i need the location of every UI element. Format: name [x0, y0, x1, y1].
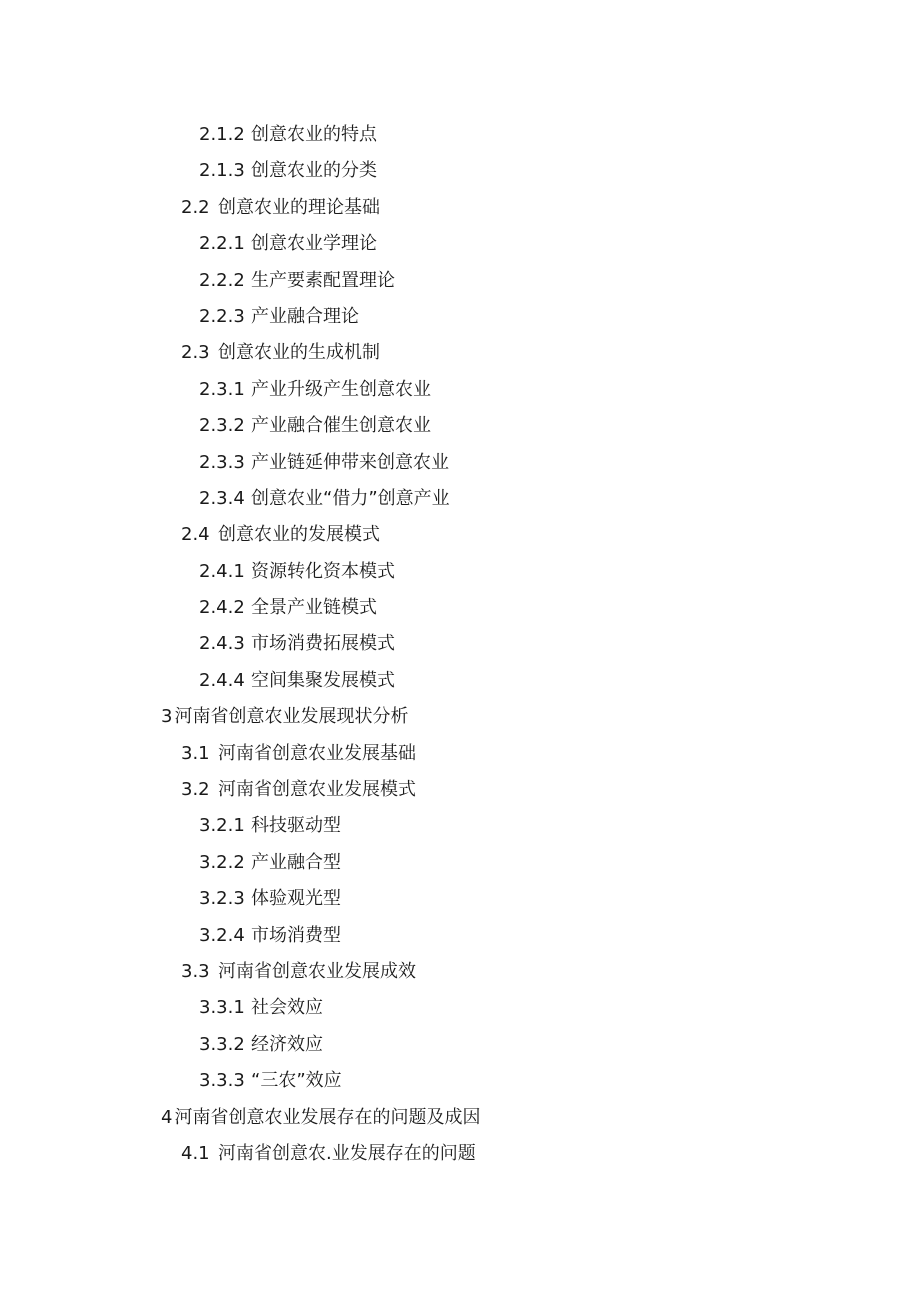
toc-entry-title: 产业融合理论 [251, 305, 359, 327]
toc-entry-level-3 [0, 881, 920, 917]
toc-entry-level-3 [0, 1027, 920, 1063]
toc-entry-title: 河南省创意农业发展基础 [218, 742, 416, 764]
toc-entry-level-2 [0, 190, 920, 226]
toc-entry-level-3 [0, 117, 920, 153]
toc-entry-title: 创意农业的生成机制 [218, 342, 380, 364]
toc-entry-number: 2.3.1 [199, 378, 245, 400]
toc-entry-number: 2.4.1 [199, 560, 245, 582]
toc-entry-title: 河南省创意农业发展现状分析 [174, 706, 409, 728]
toc-entry-title: 河南省创意农业发展成效 [218, 960, 416, 982]
toc-entry-level-3 [0, 1063, 920, 1099]
toc-entry-level-3 [0, 481, 920, 517]
toc-entry-level-3 [0, 299, 920, 335]
toc-entry-number: 3.1 [181, 742, 210, 764]
toc-entry-number: 2.2.1 [199, 233, 245, 255]
toc-entry-level-3 [0, 153, 920, 189]
toc-entry-level-3 [0, 808, 920, 844]
toc-entry-number: 2.4.4 [199, 669, 245, 691]
toc-entry-number: 3.2 [181, 779, 210, 801]
toc-entry-title: 河南省创意农业发展存在的问题及成因 [174, 1106, 481, 1128]
toc-entry-level-1 [0, 1100, 920, 1136]
toc-entry-number: 2.4 [181, 524, 210, 546]
toc-entry-title: 社会效应 [251, 997, 323, 1019]
table-of-contents [0, 117, 920, 1172]
toc-entry-level-2 [0, 736, 920, 772]
toc-entry-level-3 [0, 372, 920, 408]
toc-entry-level-3 [0, 663, 920, 699]
toc-entry-number: 2.4.3 [199, 633, 245, 655]
toc-entry-title: 河南省创意农.业发展存在的问题 [218, 1142, 476, 1164]
toc-entry-title: 产业升级产生创意农业 [251, 378, 431, 400]
toc-entry-title: 体验观光型 [251, 888, 341, 910]
toc-entry-level-3 [0, 554, 920, 590]
toc-entry-title: 创意农业的特点 [251, 124, 377, 145]
toc-entry-number: 3.2.4 [199, 924, 245, 946]
toc-entry-level-1 [0, 699, 920, 735]
toc-entry-title: 市场消费型 [251, 924, 341, 946]
toc-entry-number: 3 [161, 706, 173, 728]
toc-entry-title: 资源转化资本模式 [251, 560, 395, 582]
toc-entry-level-3 [0, 590, 920, 626]
toc-entry-level-3 [0, 263, 920, 299]
toc-entry-number: 3.2.3 [199, 888, 245, 910]
toc-entry-number: 3.3.2 [199, 1033, 245, 1055]
toc-entry-level-2 [0, 772, 920, 808]
toc-entry-number: 2.4.2 [199, 597, 245, 619]
toc-entry-title: 空间集聚发展模式 [251, 669, 395, 691]
toc-entry-number: 2.2 [181, 196, 210, 218]
toc-entry-title: 创意农业“借力”创意产业 [251, 487, 450, 509]
toc-entry-title: 产业融合催生创意农业 [251, 415, 431, 437]
toc-entry-number: 2.2.2 [199, 269, 245, 291]
toc-entry-number: 4.1 [181, 1142, 210, 1164]
toc-entry-level-3 [0, 445, 920, 481]
toc-entry-number: 3.3.1 [199, 997, 245, 1019]
toc-entry-title: 产业融合型 [251, 851, 341, 873]
toc-entry-number: 2.3 [181, 342, 210, 364]
toc-entry-title: 经济效应 [251, 1033, 323, 1055]
toc-entry-level-3 [0, 845, 920, 881]
toc-entry-title: 创意农业学理论 [251, 233, 377, 255]
toc-entry-level-2 [0, 954, 920, 990]
toc-entry-level-3 [0, 626, 920, 662]
toc-entry-title: 创意农业的发展模式 [218, 524, 380, 546]
toc-entry-number: 2.3.2 [199, 415, 245, 437]
toc-entry-title: 生产要素配置理论 [251, 269, 395, 291]
toc-entry-level-3 [0, 918, 920, 954]
toc-entry-title: “三农”效应 [251, 1070, 342, 1092]
toc-entry-number: 3.3 [181, 960, 210, 982]
toc-entry-level-3 [0, 408, 920, 444]
toc-entry-title: 市场消费拓展模式 [251, 633, 395, 655]
toc-entry-level-2 [0, 1136, 920, 1172]
toc-entry-number: 3.2.1 [199, 815, 245, 837]
toc-entry-number: 3.3.3 [199, 1070, 245, 1092]
toc-entry-title: 河南省创意农业发展模式 [218, 779, 416, 801]
toc-entry-number: 2.3.4 [199, 487, 245, 509]
toc-entry-number: 2.1.2 [199, 124, 245, 145]
toc-entry-level-3 [0, 990, 920, 1026]
toc-entry-title: 创意农业的分类 [251, 160, 377, 182]
toc-entry-title: 全景产业链模式 [251, 597, 377, 619]
toc-entry-number: 4 [161, 1106, 173, 1128]
toc-entry-number: 2.2.3 [199, 305, 245, 327]
toc-entry-number: 3.2.2 [199, 851, 245, 873]
toc-entry-level-3 [0, 226, 920, 262]
toc-entry-title: 产业链延伸带来创意农业 [251, 451, 449, 473]
toc-entry-title: 科技驱动型 [251, 815, 341, 837]
toc-entry-level-2 [0, 335, 920, 371]
toc-entry-number: 2.1.3 [199, 160, 245, 182]
toc-entry-level-2 [0, 517, 920, 553]
toc-entry-number: 2.3.3 [199, 451, 245, 473]
toc-entry-title: 创意农业的理论基础 [218, 196, 380, 218]
